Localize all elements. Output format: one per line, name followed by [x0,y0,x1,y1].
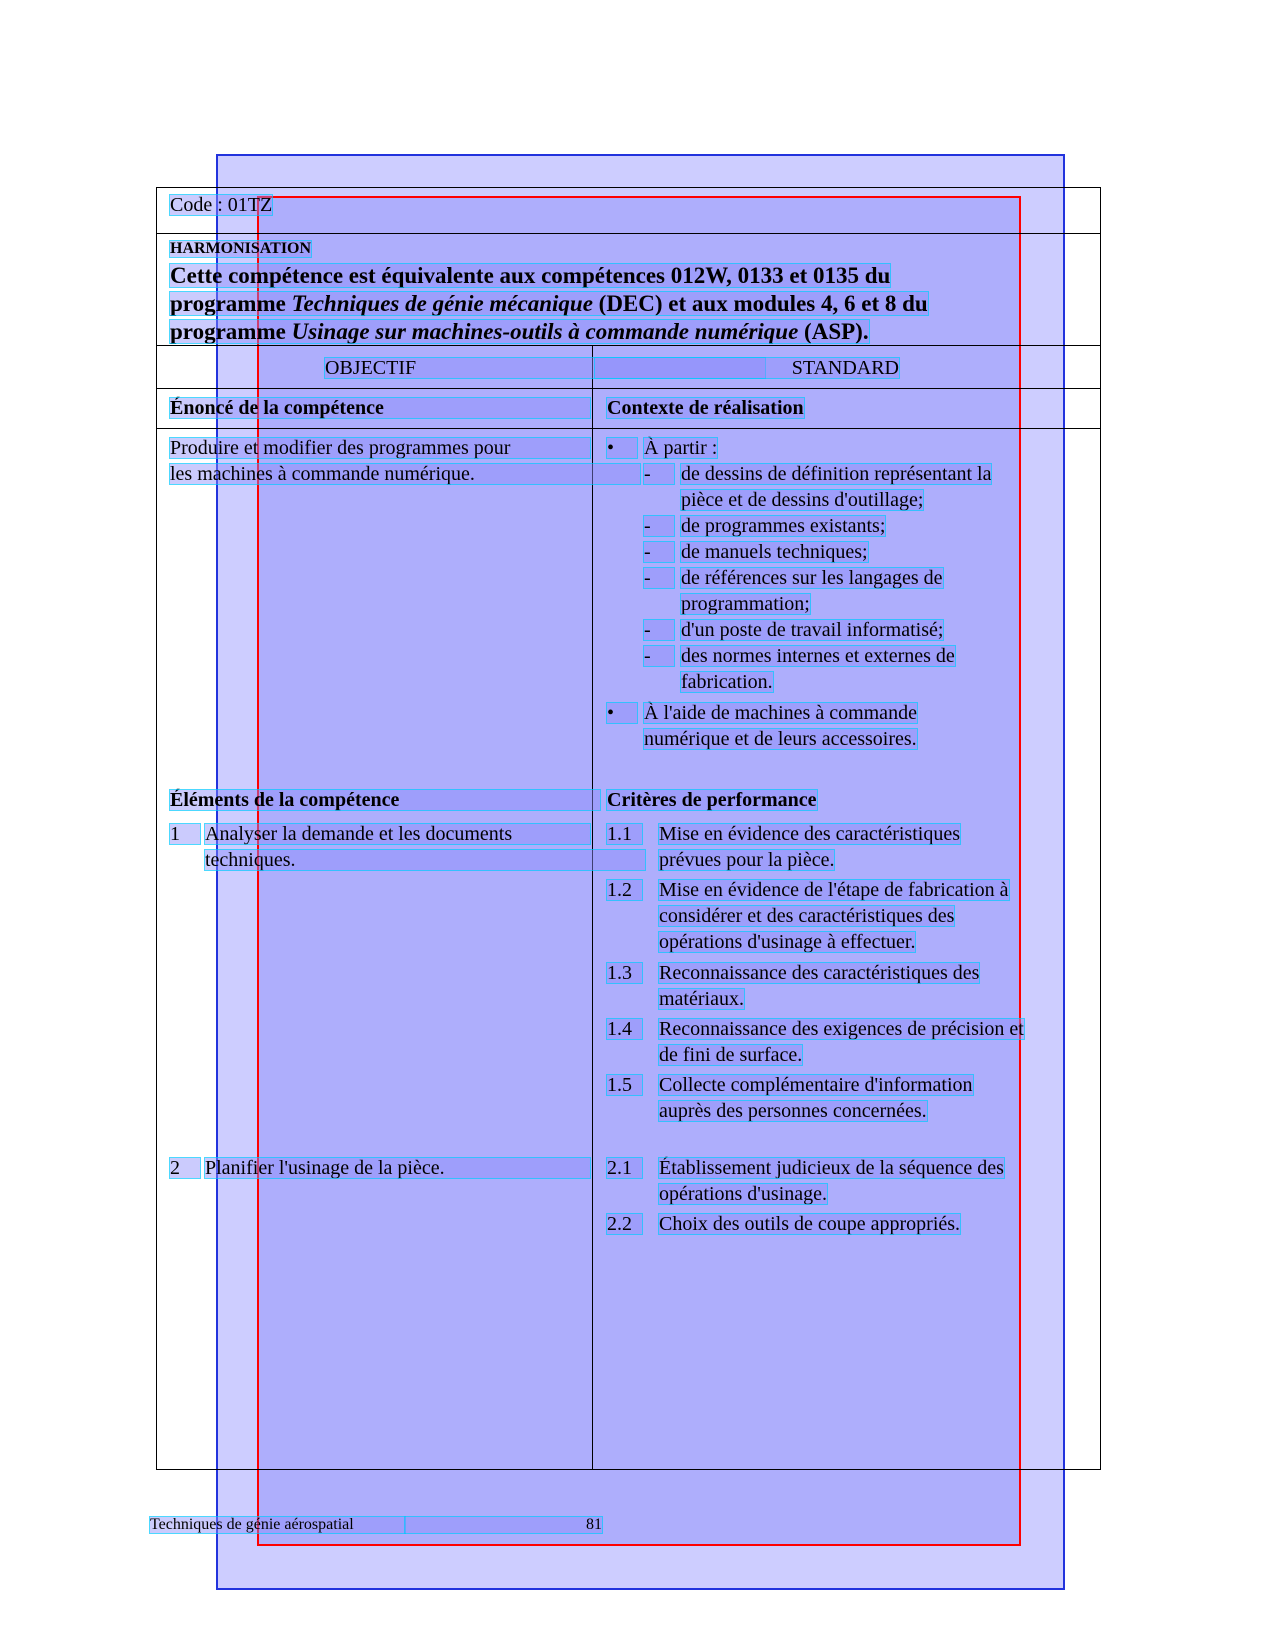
divider-harmonisation [156,345,1101,346]
critere-line: de fini de surface. [659,1044,803,1066]
elements-heading: Éléments de la compétence [170,790,600,810]
code-label: Code : 01TZ [170,194,273,216]
bullet-2-marker: • [607,703,637,723]
critere-number: 2.1 [607,1158,642,1178]
contexte-item: fabrication. [681,671,773,693]
critere-line: Choix des outils de coupe appropriés. [659,1213,961,1235]
footer-program: Techniques de génie aérospatial [150,1517,405,1533]
footer-page-number: 81 [405,1517,602,1533]
contexte-item: de références sur les langages de [681,567,943,589]
contexte-item: d'un poste de travail informatisé; [681,619,944,641]
harmonisation-line-2: programme Techniques de génie mécanique (DEC) et aux modules 4, 6 et 8 du [170,291,928,316]
critere-line: auprès des personnes concernées. [659,1100,927,1122]
enonce-line-1: Produire et modifier des programmes pour [170,438,590,458]
contexte-item: pièce et de dessins d'outillage; [681,489,924,511]
critere-line: Mise en évidence de l'étape de fabrication à [659,879,1009,901]
critere-number: 1.5 [607,1075,642,1095]
critere-line: Établissement judicieux de la séquence des [659,1157,1004,1179]
column-divider [592,345,593,1470]
enonce-heading: Énoncé de la compétence [170,398,590,418]
column-standard: STANDARD [595,358,899,378]
contexte-bullet-2-line-1: À l'aide de machines à commande [644,702,917,724]
divider-columns [156,388,1101,389]
bullet-1-marker: • [607,438,637,458]
element-1-line-1: Analyser la demande et les documents [205,824,590,844]
dash-marker: - [644,516,674,536]
contexte-item: de manuels techniques; [681,541,868,563]
critere-number: 1.2 [607,880,642,900]
element-2-number: 2 [170,1158,200,1178]
element-1-line-2: techniques. [205,850,645,870]
contexte-item: de programmes existants; [681,515,886,537]
critere-number: 1.4 [607,1019,642,1039]
divider-code [156,233,1101,234]
dash-marker: - [644,464,674,484]
critere-number: 1.1 [607,824,642,844]
critere-line: matériaux. [659,988,744,1010]
critere-line: Collecte complémentaire d'information [659,1074,973,1096]
criteres-heading: Critères de performance [607,789,817,811]
dash-marker: - [644,568,674,588]
critere-line: prévues pour la pièce. [659,849,835,871]
critere-line: Reconnaissance des caractéristiques des [659,962,980,984]
enonce-line-2: les machines à commande numérique. [170,464,640,484]
dash-marker: - [644,646,674,666]
critere-line: Mise en évidence des caractéristiques [659,823,960,845]
dash-marker: - [644,620,674,640]
critere-number: 1.3 [607,963,642,983]
contexte-bullet-1: À partir : [644,437,718,459]
contexte-bullet-2-line-2: numérique et de leurs accessoires. [644,728,917,750]
contexte-item: de dessins de définition représentant la [681,463,992,485]
harmonisation-title: HARMONISATION [170,240,312,257]
critere-line: opérations d'usinage à effectuer. [659,931,916,953]
divider-enonce [156,428,1101,429]
critere-line: opérations d'usinage. [659,1183,828,1205]
critere-line: considérer et des caractéristiques des [659,905,955,927]
critere-line: Reconnaissance des exigences de précision et [659,1018,1024,1040]
critere-number: 2.2 [607,1214,642,1234]
contexte-heading: Contexte de réalisation [607,397,804,419]
column-objectif: OBJECTIF [325,358,765,378]
harmonisation-line-3: programme Usinage sur machines-outils à commande numérique (ASP). [170,319,869,344]
dash-marker: - [644,542,674,562]
contexte-item: programmation; [681,593,810,615]
harmonisation-line-1: Cette compétence est équivalente aux compétences 012W, 0133 et 0135 du [170,263,891,288]
element-2-line-1: Planifier l'usinage de la pièce. [205,1158,590,1178]
contexte-item: des normes internes et externes de [681,645,955,667]
element-1-number: 1 [170,824,200,844]
